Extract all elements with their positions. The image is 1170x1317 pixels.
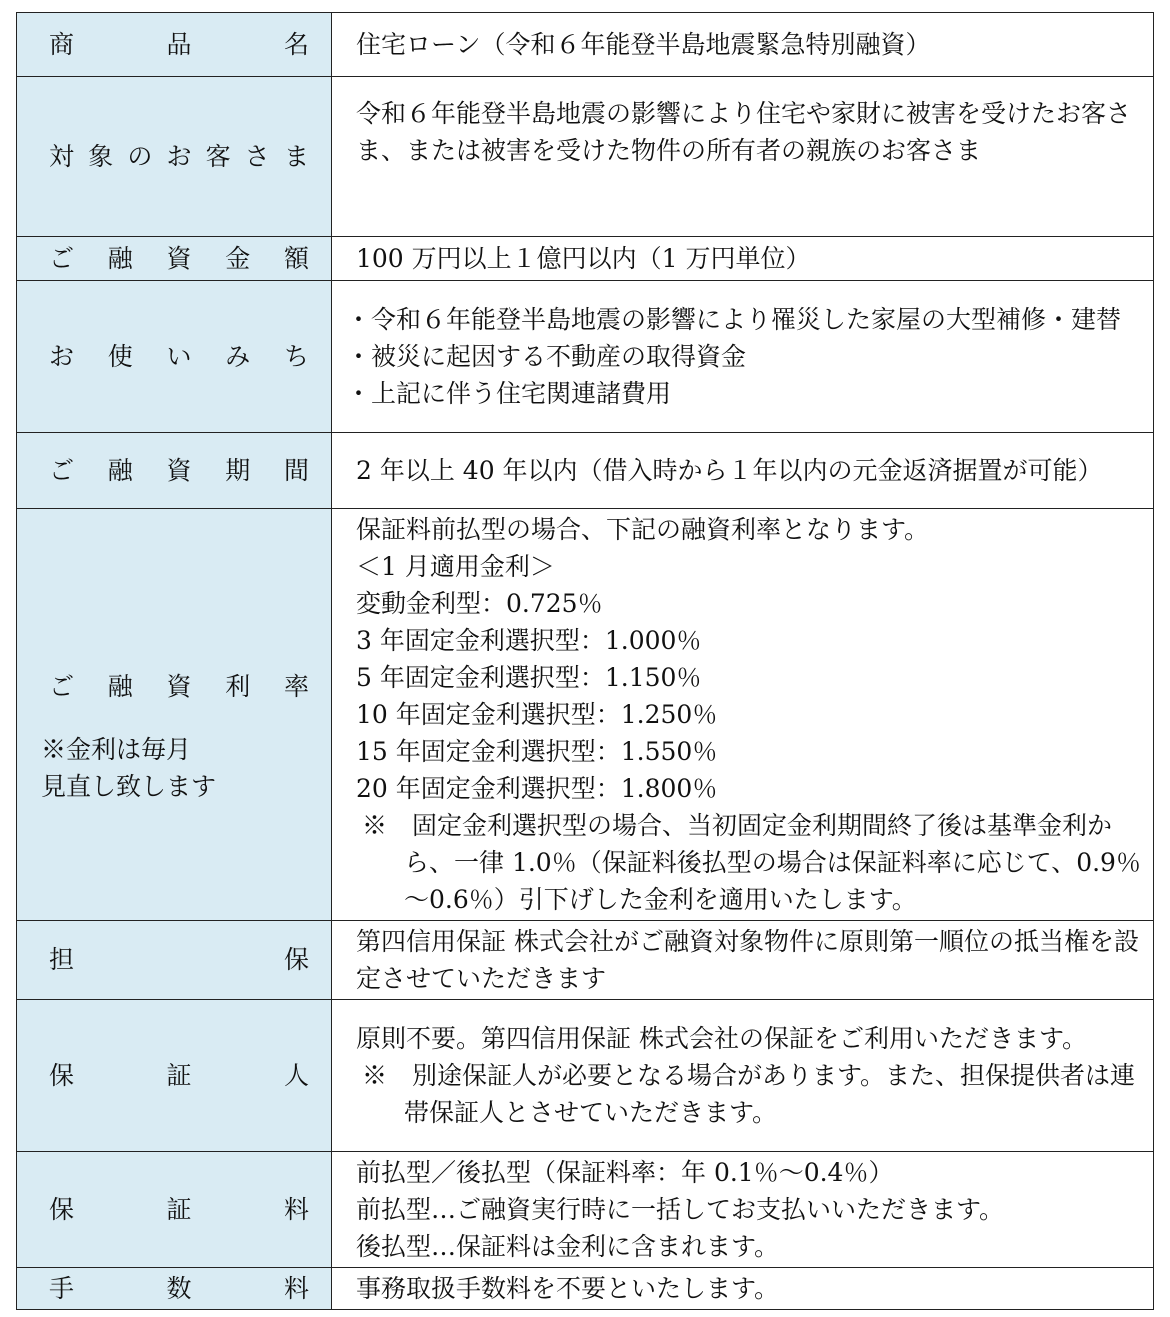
row-label-product-name: 商 品 名: [17, 13, 332, 77]
row-value-fees: 事務取扱手数料を不要といたします。: [332, 1268, 1154, 1310]
table-row: [17, 509, 1154, 921]
row-label-guarantor: 保 証 人: [17, 1000, 332, 1152]
row-value-guarantee-fee: 前払型／後払型（保証料率：年 0.1％～0.4％） 前払型…ご融資実行時に一括してお支払いいただきます。 後払型…保証料は金利に含まれます。: [332, 1152, 1154, 1268]
table-row: [17, 1268, 1154, 1310]
table-row: [17, 281, 1154, 433]
row-label-interest-rate: ご 融 資 利 率 ※金利は毎月 見直し致します: [17, 509, 332, 921]
row-value-loan-period: 2 年以上 40 年以内（借入時から１年以内の元金返済据置が可能）: [332, 433, 1154, 509]
row-label-guarantee-fee: 保 証 料: [17, 1152, 332, 1268]
rate-fixed-15y: 15 年固定金利選択型：1.550％: [356, 737, 718, 766]
row-value-collateral: 第四信用保証 株式会社がご融資対象物件に原則第一順位の抵当権を設定させていただきます: [332, 921, 1154, 1000]
table-row: [17, 77, 1154, 237]
row-value-interest-rate: 保証料前払型の場合、下記の融資利率となります。 ＜1 月適用金利＞ 変動金利型：0.725％ 3 年固定金利選択型：1.000％ 5 年固定金利選択型：1.150％ 10 年固定金利選択型：1.250％ 15 年固定金利選択型：1.550％ 20 年固定金利選択型：1.800％ ※ 固定金利選択型の場合、当初固定金利期間終了後は基準金利から、一律 1.0％（保証料後払型の場合は保証料率に応じて、0.9％～0.6％）引下げした金利を適用いたします。: [332, 509, 1154, 921]
rate-fixed-note: ※ 固定金利選択型の場合、当初固定金利期間終了後は基準金利から、一律 1.0％（保証料後払型の場合は保証料率に応じて、0.9％～0.6％）引下げした金利を適用いたします。: [362, 811, 1141, 914]
list-item: ・上記に伴う住宅関連諸費用: [346, 379, 672, 408]
row-label-loan-period: ご 融 資 期 間: [17, 433, 332, 509]
row-value-loan-amount: 100 万円以上１億円以内（1 万円単位）: [332, 237, 1154, 281]
row-label-target-customers: 対 象 の お 客 さ ま: [17, 77, 332, 237]
rate-review-note: ※金利は毎月 見直し致します: [41, 734, 217, 801]
table-row: [17, 921, 1154, 1000]
list-item: ・被災に起因する不動産の取得資金: [346, 342, 747, 371]
row-value-purpose: [332, 281, 1154, 433]
rate-fixed-20y: 20 年固定金利選択型：1.800％: [356, 774, 718, 803]
row-value-guarantor: 原則不要。第四信用保証 株式会社の保証をご利用いただきます。 ※ 別途保証人が必要となる場合があります。また、担保提供者は連帯保証人とさせていただきます。: [332, 1000, 1154, 1152]
table-row: [17, 237, 1154, 281]
guarantor-note: ※ 別途保証人が必要となる場合があります。また、担保提供者は連帯保証人とさせていただきます。: [362, 1061, 1136, 1127]
list-item: ・令和６年能登半島地震の影響により罹災した家屋の大型補修・建替: [346, 305, 1122, 334]
table-row: [17, 433, 1154, 509]
row-label-collateral: 担 保: [17, 921, 332, 1000]
row-label-loan-amount: ご 融 資 金 額: [17, 237, 332, 281]
row-label-fees: 手 数 料: [17, 1268, 332, 1310]
rate-fixed-3y: 3 年固定金利選択型：1.000％: [356, 626, 702, 655]
row-label-purpose: お 使 い み ち: [17, 281, 332, 433]
table-row: [17, 1000, 1154, 1152]
loan-spec-table: [16, 12, 1154, 1310]
rate-fixed-5y: 5 年固定金利選択型：1.150％: [356, 663, 702, 692]
row-value-product-name: 住宅ローン（令和６年能登半島地震緊急特別融資）: [332, 13, 1154, 77]
rate-variable: 変動金利型：0.725％: [356, 589, 603, 618]
table-row: [17, 1152, 1154, 1268]
rate-fixed-10y: 10 年固定金利選択型：1.250％: [356, 700, 718, 729]
table-row: [17, 13, 1154, 77]
row-value-target-customers: 令和６年能登半島地震の影響により住宅や家財に被害を受けたお客さま、または被害を受けた物件の所有者の親族のお客さま: [332, 77, 1154, 237]
